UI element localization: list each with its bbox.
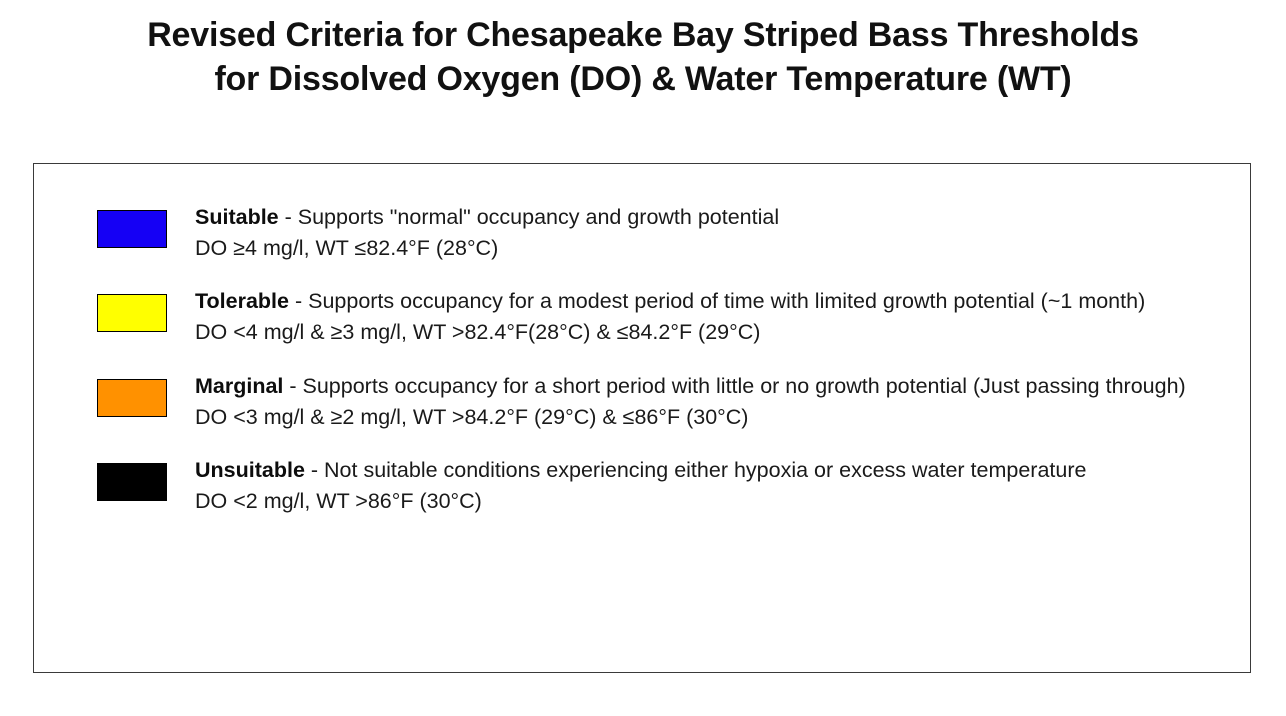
- legend-item-label: Tolerable: [195, 289, 289, 314]
- legend-item-description: - Supports "normal" occupancy and growth potential: [278, 205, 780, 229]
- color-swatch-unsuitable: [97, 463, 167, 501]
- legend-item-text: [195, 286, 1145, 347]
- legend-item-detail: DO <2 mg/l, WT >86°F (30°C): [195, 489, 482, 514]
- page-title: [0, 0, 1286, 101]
- color-swatch-suitable: [97, 210, 167, 248]
- legend-item-description: - Not suitable conditions experiencing either hypoxia or excess water temperature: [304, 458, 1087, 483]
- legend-item-label: Suitable: [195, 205, 279, 229]
- legend-item: [64, 371, 1222, 432]
- page-title-line-2: for Dissolved Oxygen (DO) & Water Temperature (WT): [214, 59, 1072, 98]
- legend-item-text: [195, 455, 1086, 516]
- legend-panel: [33, 163, 1251, 673]
- legend-item-text: [195, 202, 779, 263]
- legend-item-description: - Supports occupancy for a modest period of time with limited growth potential (~1 month): [289, 289, 1146, 314]
- legend-item: [64, 286, 1222, 347]
- legend-item-text: [195, 371, 1186, 432]
- legend-item: [64, 455, 1222, 516]
- legend-item-detail: DO <3 mg/l & ≥2 mg/l, WT >84.2°F (29°C) & ≤86°F (30°C): [195, 404, 749, 429]
- legend-item-detail: DO ≥4 mg/l, WT ≤82.4°F (28°C): [195, 235, 499, 260]
- legend-item-label: Unsuitable: [195, 458, 305, 483]
- legend-item-label: Marginal: [195, 373, 284, 398]
- color-swatch-tolerable: [97, 294, 167, 332]
- legend-item-description: - Supports occupancy for a short period with little or no growth potential (Just passing through): [283, 373, 1186, 398]
- page-title-line-1: Revised Criteria for Chesapeake Bay Striped Bass Thresholds: [147, 16, 1139, 54]
- color-swatch-marginal: [97, 379, 167, 417]
- legend-item-detail: DO <4 mg/l & ≥3 mg/l, WT >82.4°F(28°C) & ≤84.2°F (29°C): [195, 320, 761, 345]
- legend-entry-list: [34, 164, 1250, 517]
- legend-item: [64, 202, 1222, 263]
